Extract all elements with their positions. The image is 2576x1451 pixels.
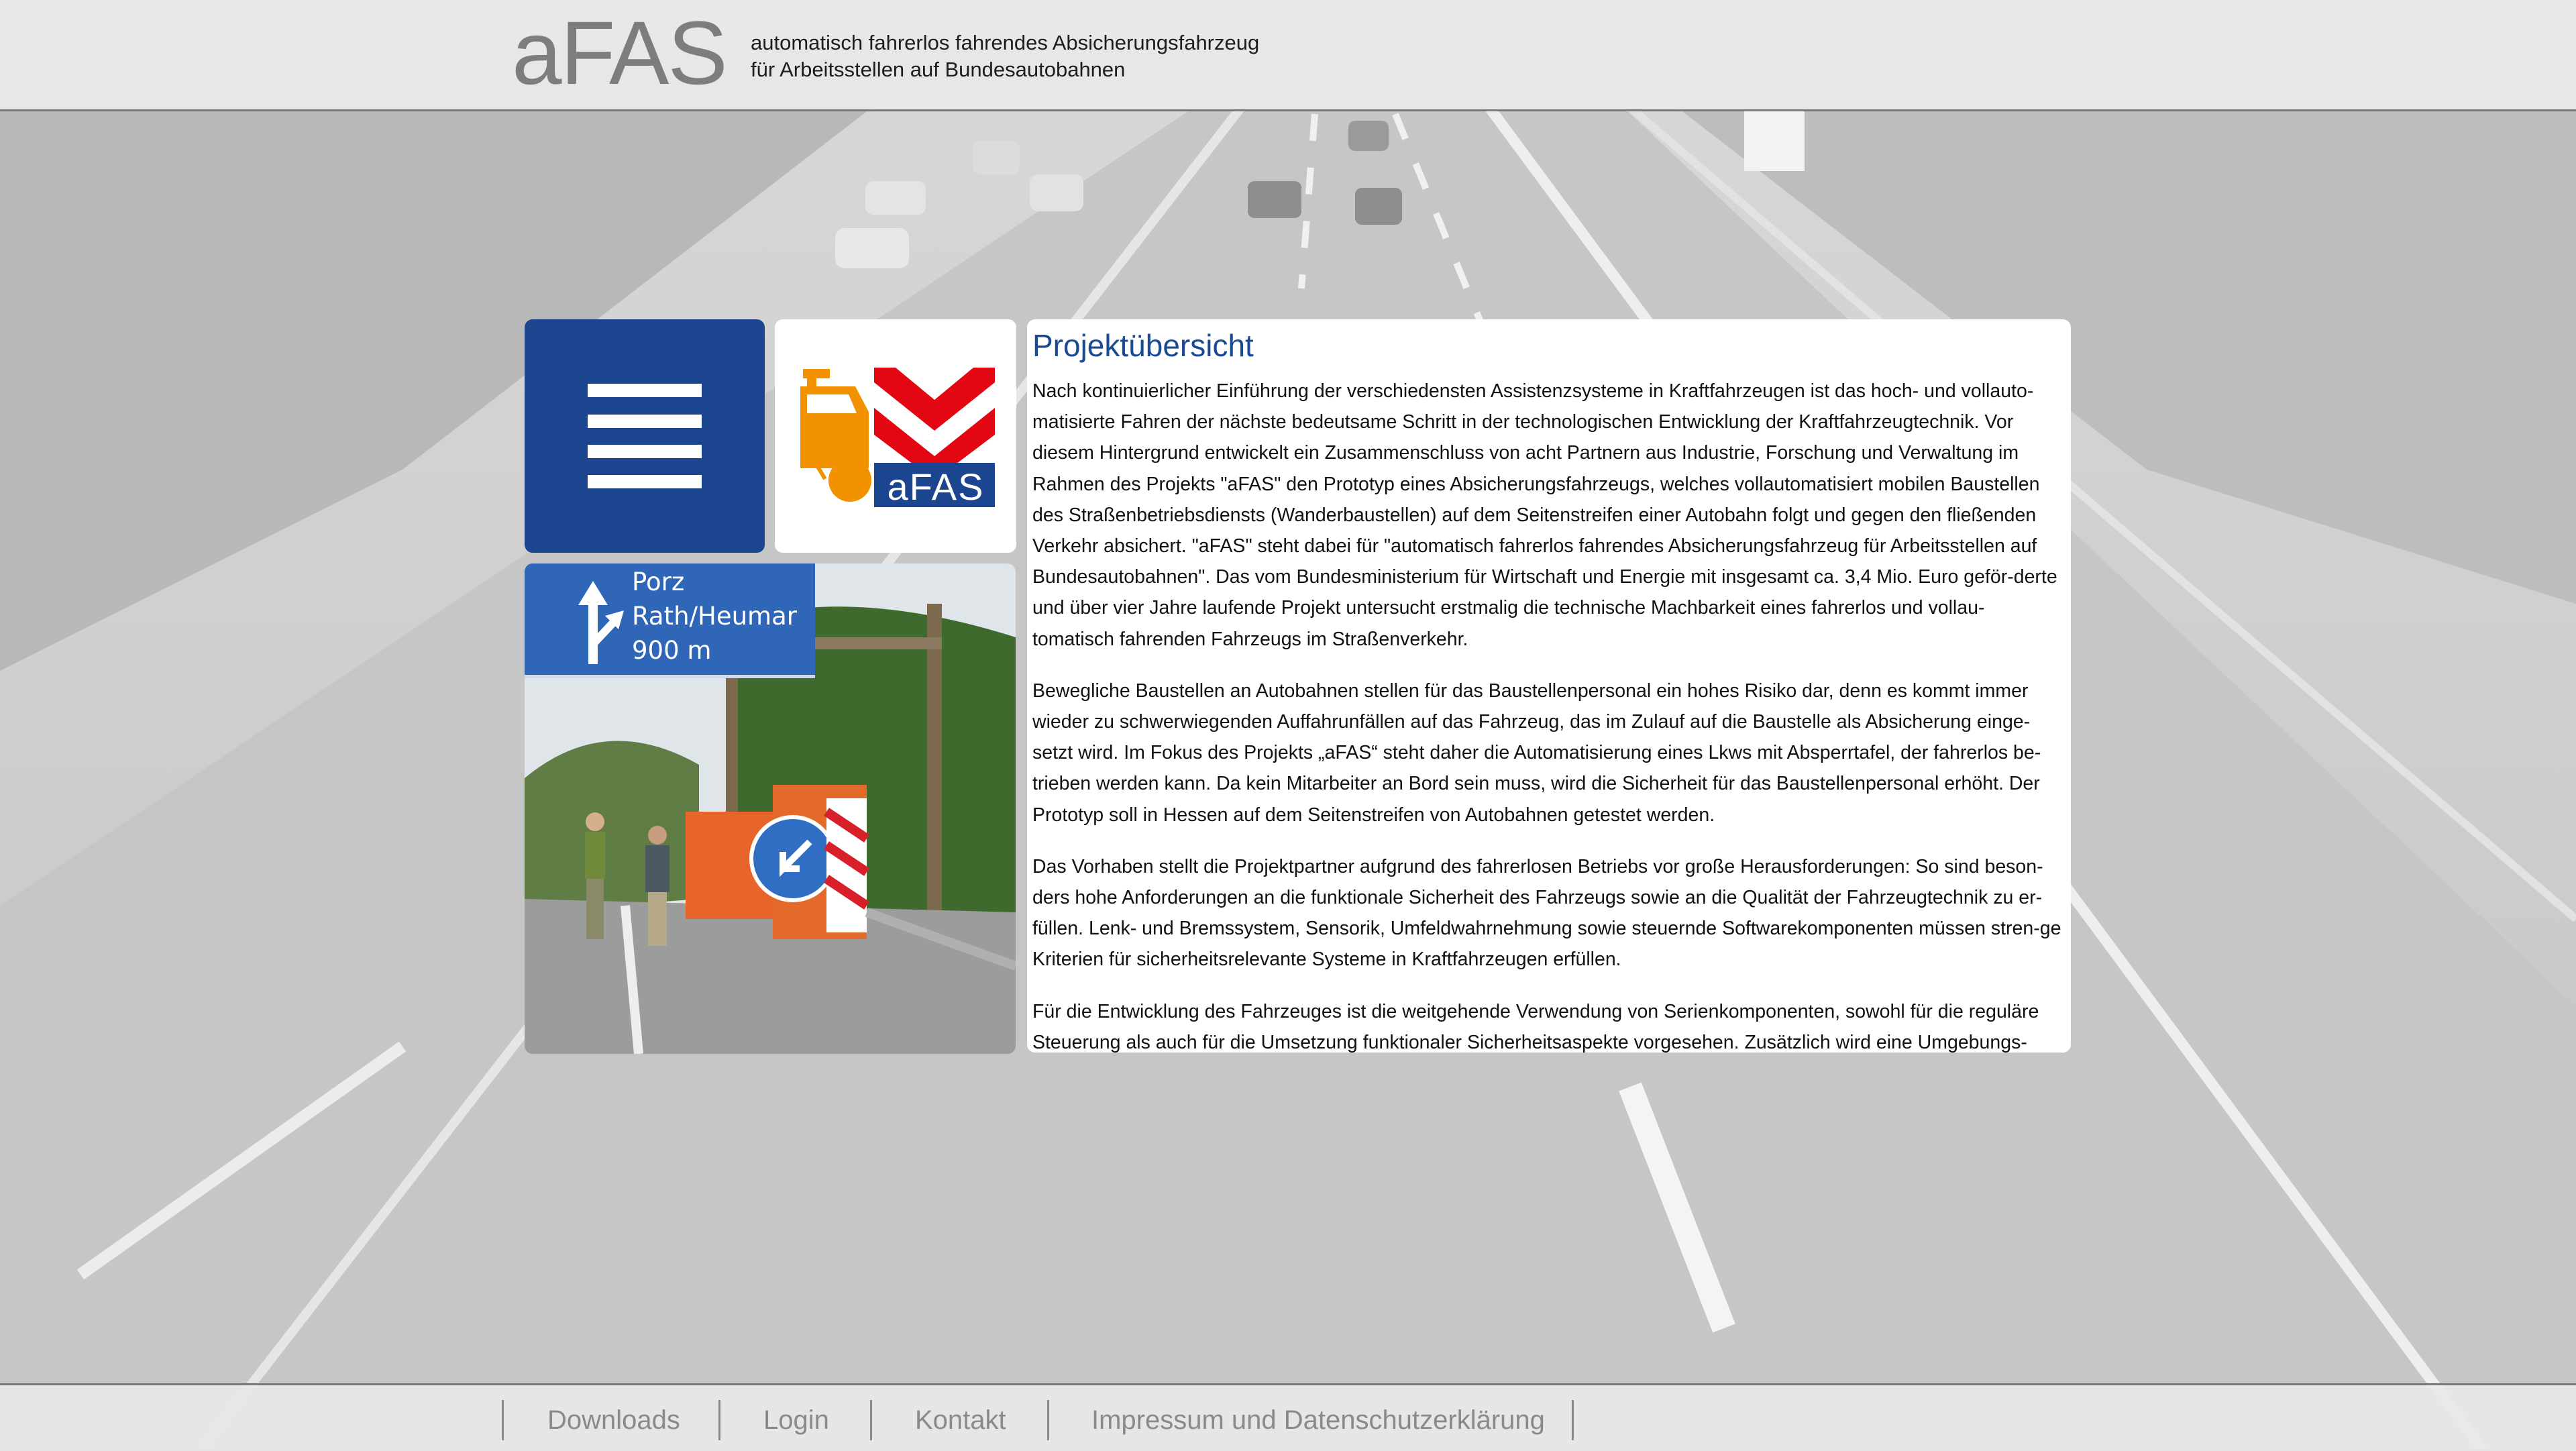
site-tagline: [751, 30, 1259, 83]
sign-line-1: Porz: [632, 568, 685, 596]
footer-separator: [1572, 1400, 1574, 1440]
footer-separator: [870, 1400, 872, 1440]
paragraph: Nach kontinuierlicher Einführung der verschiedensten Assistenzsysteme in Kraftfahrzeugen ist das hoch- und vollauto-matisierte Fahren der nächste bedeutsame Schritt in der technologischen Entwicklung der Kraftfahrzeugtechnik. Vor diesem Hintergrund entwickelt ein Zusammenschluss von acht Partnern aus Industrie, Forschung und Verwaltung im Rahmen des Projekts "aFAS" den Prototyp eines Absicherungsfahrzeugs, welches vollautomatisiert mobilen Baustellen des Straßenbetriebsdiensts (Wanderbaustellen) auf dem Seitenstreifen einer Autobahn folgt und gegen den fließenden Verkehr absichert. "aFAS" steht dabei für "automatisch fahrerlos fahrendes Absicherungsfahrzeug für Arbeitsstellen auf Bundesautobahnen". Das vom Bundesministerium für Wirtschaft und Energie mit insgesamt ca. 3,4 Mio. Euro geför-derte und über vier Jahre laufende Projekt untersucht erstmalig die technische Machbarkeit eines fahrerlos und vollau-tomatisch fahrenden Fahrzeugs im Straßenverkehr.: [1032, 380, 2057, 650]
site-header: [0, 0, 2576, 111]
footer-link-login[interactable]: Login: [763, 1405, 829, 1435]
overview-text: [1032, 376, 2065, 1053]
footer-link-downloads[interactable]: Downloads: [547, 1405, 680, 1435]
footer-separator: [718, 1400, 720, 1440]
exit-arrow-icon: [551, 570, 632, 671]
footer-link-kontakt[interactable]: Kontakt: [915, 1405, 1006, 1435]
afas-logo-label: aFAS: [887, 466, 985, 508]
menu-button[interactable]: [525, 319, 765, 553]
tagline-line-2: für Arbeitsstellen auf Bundesautobahnen: [751, 58, 1126, 81]
afas-truck-logo-icon: [775, 319, 1016, 553]
sign-line-2: Rath/Heumar: [632, 602, 797, 631]
tagline-line-1: automatisch fahrerlos fahrendes Absicherungsfahrzeug: [751, 31, 1260, 54]
paragraph: Für die Entwicklung des Fahrzeuges ist die weitgehende Verwendung von Serienkomponenten, sowohl für die reguläre Steuerung als auch für die Umsetzung funktionaler Sicherheitsaspekte vorgesehen. Zusätzlich wird eine Umgebungs-: [1032, 1000, 2039, 1053]
sign-line-3: 900 m: [632, 636, 712, 665]
paragraph: Bewegliche Baustellen an Autobahnen stellen für das Baustellenpersonal ein hohes Risiko dar, denn es kommt immer wieder zu schwerwiegenden Auffahrunfällen auf das Fahrzeug, das im Zulauf auf die Baustelle als Absicherung einge-setzt wird. Im Fokus des Projekts „aFAS“ steht daher die Automatisierung eines Lkws mit Absperrtafel, der fahrerlos be-trieben werden kann. Da kein Mitarbeiter an Bord sein muss, wird die Sicherheit für das Baustellenpersonal erhöht. Der Prototyp soll in Hessen auf dem Seitenstreifen von Autobahnen getestet werden.: [1032, 680, 2041, 826]
site-logo[interactable]: aFAS: [512, 3, 727, 103]
project-overview-panel[interactable]: [1027, 319, 2071, 1053]
roadwork-photo: [525, 563, 1016, 1054]
site-footer: [0, 1383, 2576, 1451]
afas-logo-tile: [775, 319, 1016, 553]
page-title: Projektübersicht: [1032, 328, 1254, 363]
paragraph: Das Vorhaben stellt die Projektpartner aufgrund des fahrerlosen Betriebs vor große Herausforderungen: So sind beson-ders hohe Anforderungen an die funktionale Sicherheit des Fahrzeugs sowie an die Qualität der Fahrzeugtechnik zu er-füllen. Lenk- und Bremssystem, Sensorik, Umfeldwahrnehmung sowie steuernde Softwarekomponenten müssen stren-ge Kriterien für sicherheitsrelevante Systeme in Kraftfahrzeugen erfüllen.: [1032, 855, 2061, 971]
footer-separator: [502, 1400, 504, 1440]
motorway-direction-sign: [525, 563, 815, 678]
footer-separator: [1047, 1400, 1049, 1440]
footer-link-impressum[interactable]: Impressum und Datenschutzerklärung: [1091, 1405, 1545, 1435]
